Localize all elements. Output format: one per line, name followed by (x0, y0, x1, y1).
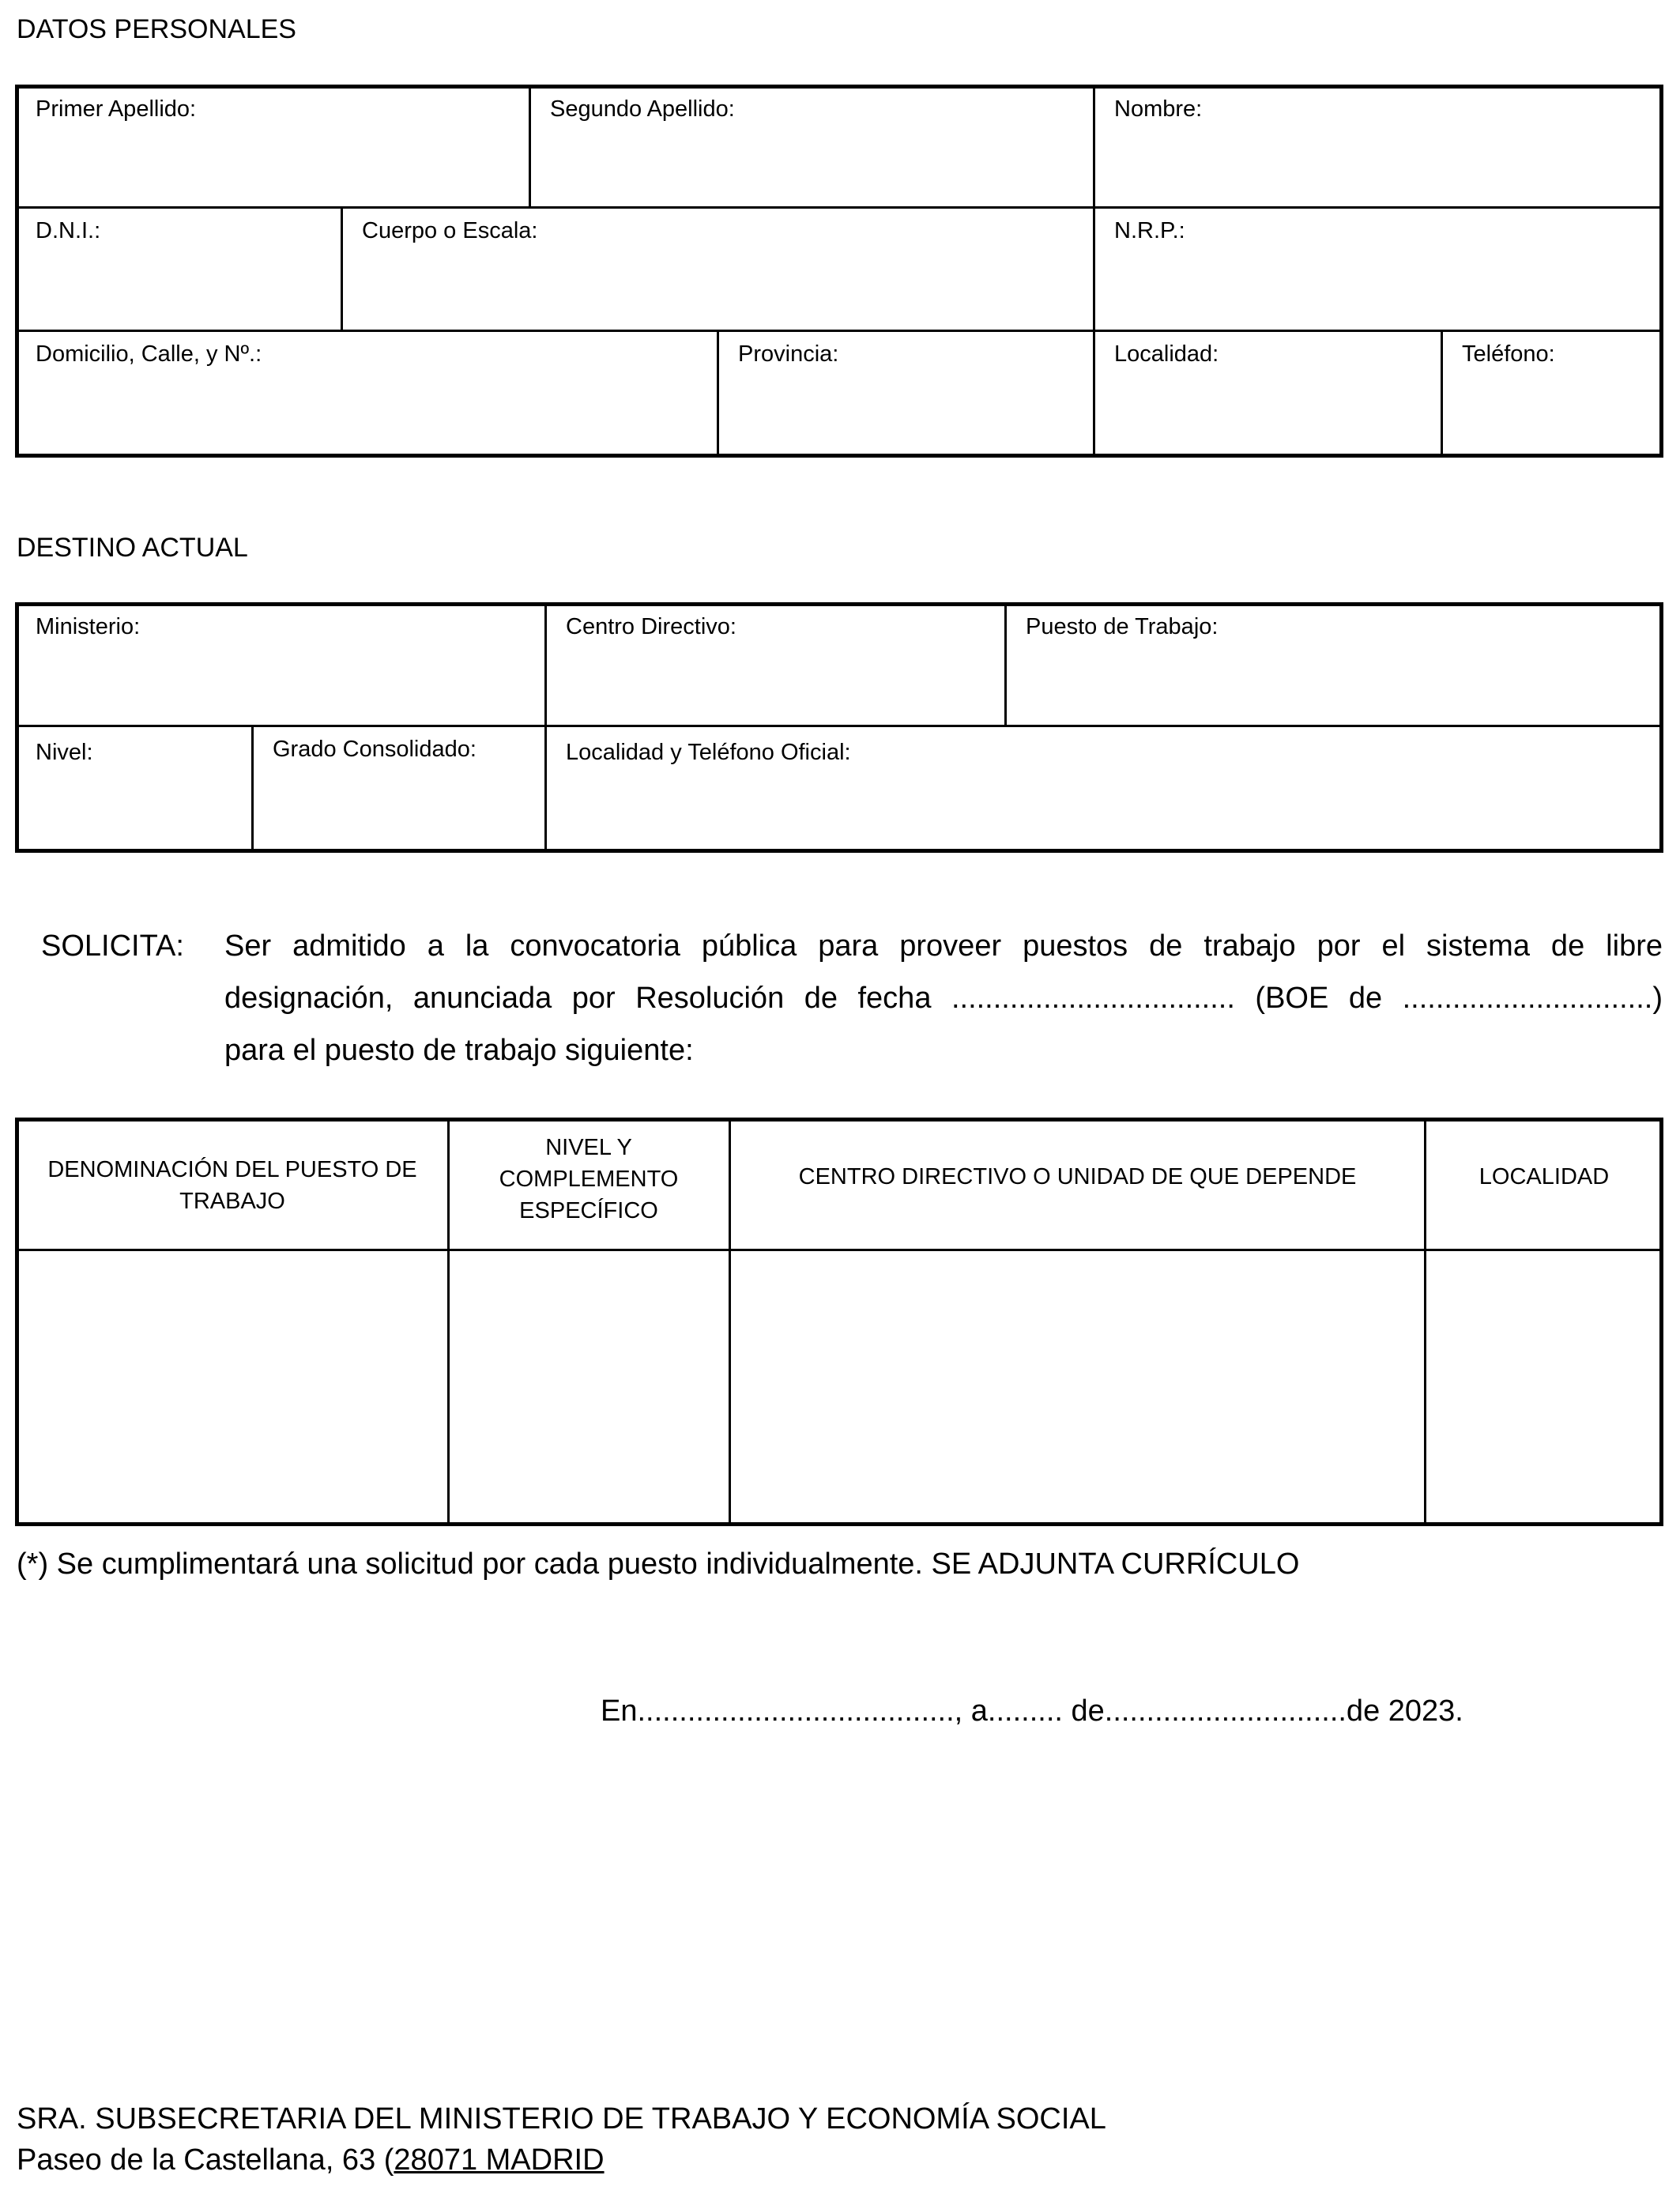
cuerpo-escala-field[interactable] (343, 209, 1093, 330)
ministerio-field[interactable] (17, 605, 544, 725)
nombre-label: Nombre: (1114, 96, 1203, 122)
centro-directivo-field[interactable] (547, 605, 1004, 725)
segundo-apellido-label: Segundo Apellido: (550, 96, 735, 122)
centro-directivo-label: Centro Directivo: (566, 614, 736, 639)
localidad-input-cell[interactable] (1426, 1251, 1662, 1524)
provincia-field[interactable] (719, 332, 1093, 455)
dni-label: D.N.I.: (36, 218, 101, 243)
localidad-label: Localidad: (1114, 341, 1219, 367)
primer-apellido-field[interactable] (17, 87, 529, 206)
address-street: Paseo de la Castellana, 63 ( (17, 2143, 394, 2177)
column-header-centro-directivo: CENTRO DIRECTIVO O UNIDAD DE QUE DEPENDE (798, 1164, 1357, 1189)
puesto-trabajo-field[interactable] (1007, 605, 1662, 725)
solicita-line-1: Ser admitido a la convocatoria pública para proveer puestos de trabajo por el sistema de libre (224, 929, 1663, 963)
dni-field[interactable] (17, 209, 341, 330)
nombre-field[interactable] (1095, 87, 1662, 206)
solicita-line-2: designación, anunciada por Resolución de fecha .................................. (BOE de ..............................) (224, 982, 1663, 1015)
nivel-field[interactable] (17, 727, 251, 850)
nivel-label: Nivel: (36, 740, 93, 765)
ministerio-label: Ministerio: (36, 614, 141, 639)
telefono-field[interactable] (1443, 332, 1662, 455)
domicilio-field[interactable] (17, 332, 717, 455)
segundo-apellido-field[interactable] (531, 87, 1093, 206)
nivel-complemento-input-cell[interactable] (450, 1251, 729, 1524)
nrp-label: N.R.P.: (1114, 218, 1185, 243)
solicita-label: SOLICITA: (41, 929, 184, 963)
solicita-line-3: para el puesto de trabajo siguiente: (224, 1034, 694, 1067)
column-header-nivel-complemento: NIVEL Y COMPLEMENTO ESPECÍFICO (499, 1135, 679, 1223)
address-line-1: SRA. SUBSECRETARIA DEL MINISTERIO DE TRABAJO Y ECONOMÍA SOCIAL (17, 2102, 1106, 2136)
address-postcode-city: 28071 MADRID (394, 2143, 605, 2177)
section-title-datos-personales: DATOS PERSONALES (17, 14, 296, 44)
date-line: En......................................, a......... de.............................de 2023. (601, 1695, 1463, 1728)
nrp-field[interactable] (1095, 209, 1662, 330)
grado-consolidado-label: Grado Consolidado: (273, 737, 477, 762)
localidad-telefono-oficial-label: Localidad y Teléfono Oficial: (566, 740, 851, 765)
denominacion-input-cell[interactable] (17, 1251, 447, 1524)
puesto-trabajo-label: Puesto de Trabajo: (1026, 614, 1219, 639)
localidad-field[interactable] (1095, 332, 1441, 455)
column-header-localidad: LOCALIDAD (1478, 1164, 1610, 1189)
cuerpo-escala-label: Cuerpo o Escala: (362, 218, 538, 243)
column-header-denominacion: DENOMINACIÓN DEL PUESTO DE TRABAJO (47, 1156, 417, 1214)
domicilio-label: Domicilio, Calle, y Nº.: (36, 341, 262, 367)
section-title-destino-actual: DESTINO ACTUAL (17, 533, 248, 563)
note-text: (*) Se cumplimentará una solicitud por cada puesto individualmente. SE ADJUNTA CURRÍCULO (17, 1547, 1300, 1581)
grado-consolidado-field[interactable] (254, 727, 544, 850)
localidad-telefono-oficial-field[interactable] (547, 727, 1662, 850)
provincia-label: Provincia: (738, 341, 839, 367)
primer-apellido-label: Primer Apellido: (36, 96, 197, 122)
telefono-label: Teléfono: (1462, 341, 1555, 367)
address-line-2 (17, 2143, 605, 2177)
centro-directivo-input-cell[interactable] (731, 1251, 1424, 1524)
